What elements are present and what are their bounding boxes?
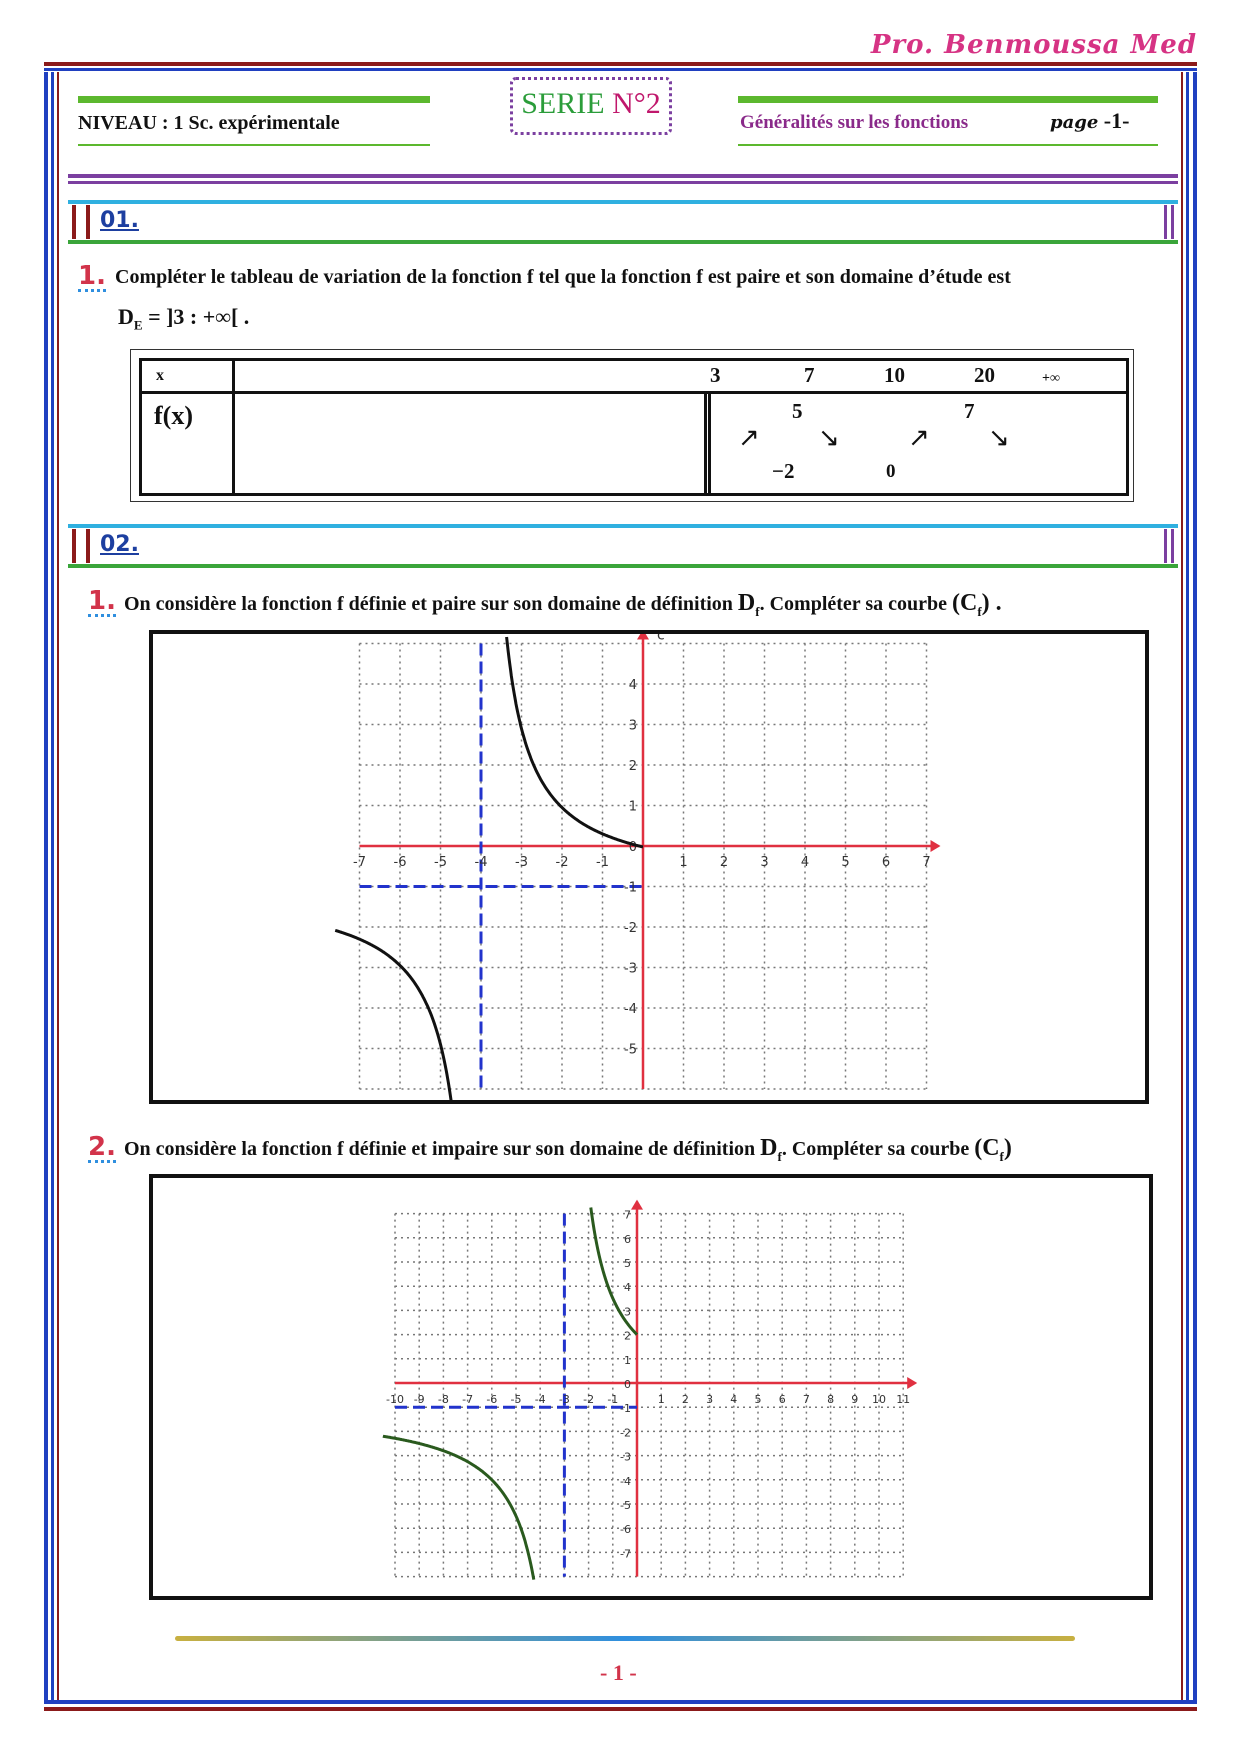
x-tick-label: -7 (353, 855, 366, 870)
x-tick-label: 2 (719, 855, 729, 870)
x-tick-label: 5 (841, 855, 850, 870)
x-tick-label: -5 (434, 855, 447, 870)
s2-q2-text: On considère la fonction f définie et impaire sur son domaine de définition (124, 1138, 756, 1160)
footer-rule (175, 1636, 1075, 1641)
table-f-value: 0 (886, 461, 896, 482)
x-tick-label: 7 (922, 855, 931, 870)
y-axis-arrow-icon (631, 1200, 643, 1210)
y-tick-label: -3 (620, 1450, 631, 1464)
graph2-svg (153, 1178, 1149, 1596)
x-tick-label: 10 (872, 1393, 886, 1406)
x-tick-label: 8 (827, 1393, 835, 1406)
y-tick-label: -3 (624, 961, 637, 977)
x-tick-label: 3 (706, 1393, 714, 1406)
x-axis-arrow-icon (931, 840, 941, 852)
curve-close: ) (1003, 1135, 1012, 1161)
right-border-3 (1181, 72, 1183, 1700)
s2-q2-number: 2. (88, 1132, 116, 1162)
arrow-down-icon: ↘ (818, 423, 840, 452)
x-tick-label: -1 (607, 1393, 619, 1406)
x-tick-label: -6 (486, 1393, 498, 1406)
x-tick-label: -3 (558, 1393, 570, 1406)
graph1-svg (153, 634, 1145, 1100)
x-tick-label: -7 (462, 1393, 474, 1406)
section2-bar-top (68, 524, 1178, 528)
header-divider (68, 174, 1178, 178)
curve-sub: f (999, 1148, 1004, 1164)
x-tick-label: 1 (657, 1393, 665, 1406)
table-f-value: −2 (772, 459, 795, 483)
function-curve (335, 930, 451, 1100)
s2-q1-line (124, 590, 1002, 620)
header-line-left (78, 96, 430, 103)
domain-interval: = ]3 : +∞[ . (142, 304, 250, 329)
table-f-value: 5 (792, 399, 803, 423)
s2-q1-tail: . Compléter sa courbe (759, 593, 947, 615)
s2-q2-curve (974, 1135, 1012, 1164)
y-tick-label: 0 (628, 840, 637, 855)
x-tick-label: -3 (515, 855, 528, 870)
y-tick-label: 3 (624, 1305, 631, 1319)
df-sub: f (755, 603, 760, 619)
curve-open: (C (974, 1135, 1000, 1161)
table-x-value: 10 (884, 363, 905, 387)
s1-domain (118, 304, 249, 333)
y-tick-label: 4 (628, 678, 637, 693)
domain-letter: D (118, 304, 134, 329)
s2-q1-text: On considère la fonction f définie et paire sur son domaine de définition (124, 593, 733, 615)
section2-marker (72, 529, 90, 563)
x-tick-label: 6 (881, 855, 891, 870)
left-border (44, 72, 48, 1700)
y-tick-label: -5 (624, 1042, 637, 1058)
arrow-up-icon: ↗ (738, 423, 760, 452)
table-col-divider (232, 361, 235, 493)
serie-number: N°2 (604, 87, 661, 120)
right-border (1193, 72, 1197, 1700)
s2-q1-number: 1. (88, 586, 116, 616)
table-double-bar (704, 391, 711, 493)
x-tick-label: 11 (896, 1393, 911, 1406)
header-line-left-bottom (78, 144, 430, 146)
x-tick-label: -4 (534, 1393, 546, 1406)
table-x-value: 3 (710, 363, 721, 387)
df-letter: D (760, 1135, 778, 1161)
df-letter: D (737, 590, 756, 616)
x-tick-label: 4 (800, 855, 810, 870)
function-curve (507, 637, 643, 847)
x-tick-label: 2 (681, 1393, 689, 1406)
header-line-right (738, 96, 1158, 103)
x-tick-label: 1 (679, 855, 688, 870)
y-tick-label: 6 (624, 1232, 631, 1246)
y-tick-label: 1 (628, 799, 637, 815)
x-tick-label: -9 (413, 1393, 425, 1406)
left-border-3 (57, 72, 59, 1700)
df-sub: f (777, 1148, 782, 1164)
y-tick-label: -5 (620, 1499, 631, 1512)
right-border-2 (1186, 72, 1189, 1700)
section1-title: 01. (100, 208, 139, 233)
footer-page-number: - 1 - (600, 1660, 637, 1685)
s2-q2-line (124, 1135, 1012, 1165)
curve-sub: f (977, 603, 982, 619)
y-tick-label: 4 (624, 1281, 631, 1295)
author-name: Pro. Benmoussa Med (870, 30, 1197, 60)
x-tick-label: -6 (393, 855, 407, 870)
section1-bar-bottom (68, 240, 1178, 244)
level-label: NIVEAU : 1 Sc. expérimentale (78, 112, 340, 134)
y-tick-label: 1 (624, 1353, 631, 1367)
arrow-down-icon: ↘ (988, 423, 1010, 452)
x-tick-label: -8 (437, 1393, 449, 1406)
x-tick-label: 6 (778, 1393, 786, 1406)
y-tick-label: 2 (628, 759, 637, 774)
domain-sub: E (133, 317, 143, 333)
table-x-value: +∞ (1042, 371, 1060, 386)
arrow-up-icon: ↗ (908, 423, 930, 452)
y-axis-arrow-icon (637, 634, 649, 640)
topic-label: Généralités sur les fonctions (740, 112, 969, 133)
x-tick-label: 7 (802, 1393, 810, 1406)
top-border-2 (44, 68, 1197, 71)
s1-q1-number: 1. (78, 261, 106, 291)
page-label (1050, 108, 1129, 134)
x-tick-label: -2 (583, 1393, 595, 1406)
bottom-border (44, 1700, 1197, 1704)
graph1-frame (149, 630, 1149, 1104)
x-tick-label: 5 (754, 1393, 762, 1406)
s2-q2-df (760, 1135, 782, 1164)
y-tick-label: -1 (624, 880, 637, 896)
function-curve (383, 1436, 534, 1579)
x-tick-label: -10 (386, 1393, 404, 1406)
bottom-border-2 (44, 1707, 1197, 1711)
table-fx-label: f(x) (154, 401, 193, 430)
y-tick-label: 3 (628, 718, 637, 734)
table-f-value: 7 (964, 399, 975, 423)
serie-word: SERIE (521, 87, 605, 120)
top-border (44, 62, 1197, 66)
section1-bar-top (68, 200, 1178, 204)
section1-marker (72, 205, 90, 239)
table-x-label: x (156, 367, 164, 384)
s2-q1-df (737, 590, 760, 619)
table-row-divider (142, 391, 1126, 394)
x-tick-label: -4 (474, 855, 488, 870)
y-tick-label: -2 (620, 1426, 631, 1440)
section2-marker-end (1164, 529, 1174, 563)
s2-q1-curve (951, 590, 1002, 619)
y-tick-label: -4 (620, 1474, 631, 1488)
section1-marker-end (1164, 205, 1174, 239)
x-tick-label: 9 (851, 1393, 859, 1406)
y-axis-name: c (657, 634, 665, 644)
y-tick-label: -7 (620, 1547, 631, 1561)
curve-close: ) . (981, 590, 1002, 616)
y-tick-label: -6 (620, 1523, 631, 1537)
graph2-frame (149, 1174, 1153, 1600)
x-tick-label: -5 (510, 1393, 522, 1406)
section2-bar-bottom (68, 564, 1178, 568)
header-divider-2 (68, 181, 1178, 184)
x-axis-arrow-icon (907, 1377, 917, 1389)
left-border-2 (51, 72, 54, 1700)
y-tick-label: -2 (624, 921, 637, 936)
s1-q1-text: Compléter le tableau de variation de la fonction f tel que la fonction f est paire et son domaine d’étude est (115, 266, 1011, 288)
x-tick-label: 4 (730, 1393, 738, 1406)
page-word: page (1050, 112, 1099, 133)
serie-badge (510, 77, 672, 135)
table-x-value: 20 (974, 363, 995, 387)
s2-q2-tail: . Compléter sa courbe (781, 1138, 970, 1160)
x-tick-label: -1 (596, 855, 609, 870)
y-tick-label: -4 (624, 1002, 637, 1017)
variation-table (130, 349, 1134, 502)
y-tick-label: 5 (624, 1257, 631, 1270)
y-tick-label: 0 (624, 1378, 631, 1391)
header-line-right-bottom (738, 144, 1158, 146)
x-tick-label: 3 (760, 855, 769, 870)
page-number: -1- (1103, 108, 1130, 133)
curve-open: (C (951, 590, 978, 616)
x-tick-label: -2 (555, 855, 569, 870)
variation-table-inner (139, 358, 1129, 496)
section2-title: 02. (100, 532, 139, 557)
table-x-value: 7 (804, 363, 815, 387)
y-tick-label: 2 (624, 1329, 631, 1343)
y-tick-label: 7 (624, 1208, 631, 1222)
y-tick-label: -1 (620, 1402, 631, 1416)
